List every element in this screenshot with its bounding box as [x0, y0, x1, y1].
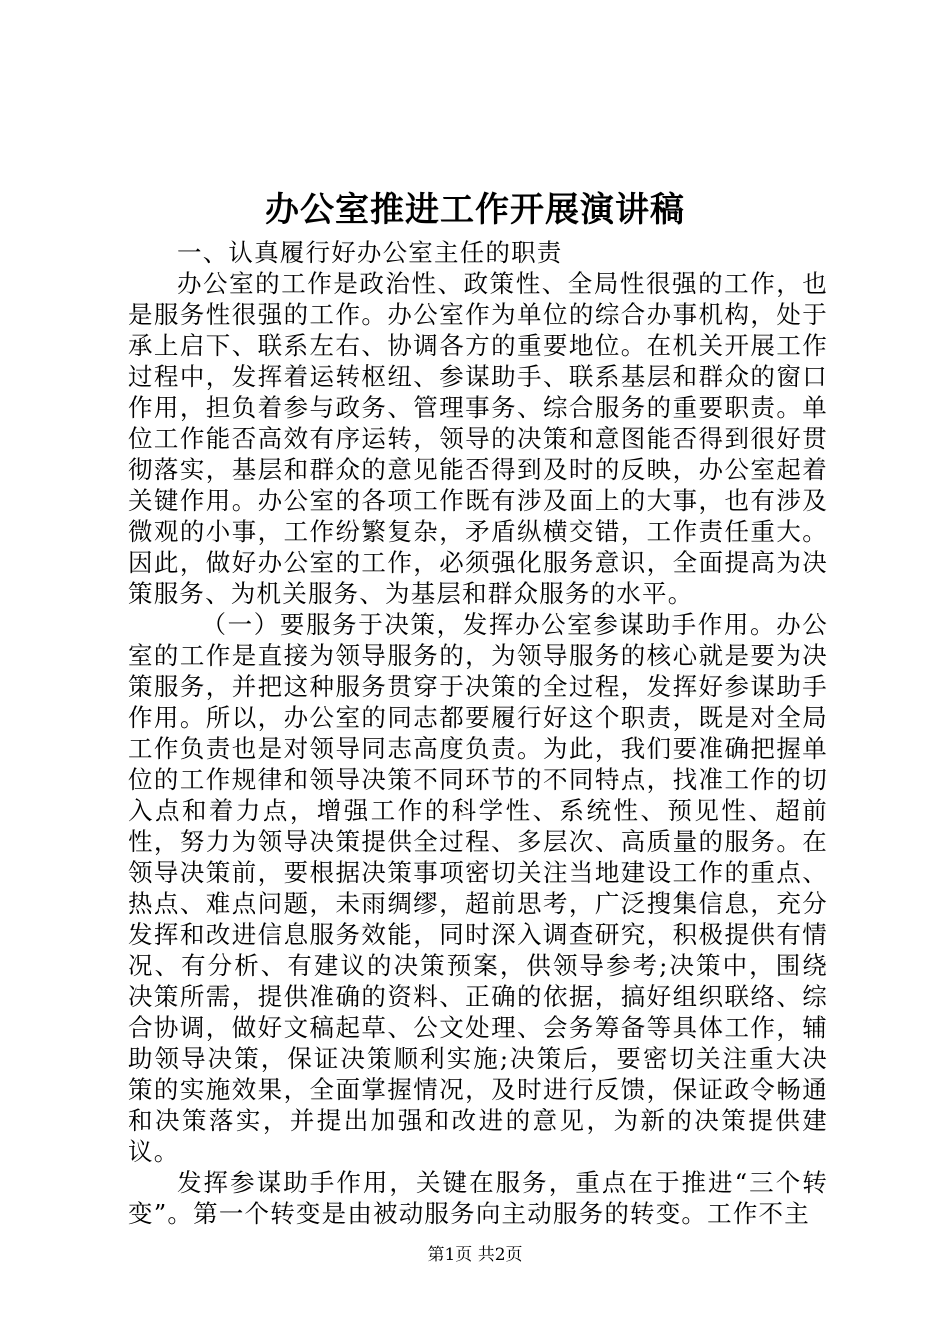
page-number-footer: 第1页 共2页 [427, 1245, 523, 1265]
section-heading: 一、认真履行好办公室主任的职责 [177, 238, 563, 267]
document-body [128, 237, 828, 1229]
subsection-paragraph: （一）要服务于决策，发挥办公室参谋助手作用。办公室的工作是直接为领导服务的，为领导服务的核心就是要为决策服务，并把这种服务贯穿于决策的全过程，发挥好参谋助手作用。所以，办公室的同志都要履行好这个职责，既是对全局工作负责也是对领导同志高度负责。为此，我们要准确把握单位的工作规律和领导决策不同环节的不同特点，找准工作的切入点和着力点，增强工作的科学性、系统性、预见性、超前性，努力为领导决策提供全过程、多层次、高质量的服务。在领导决策前，要根据决策事项密切关注当地建设工作的重点、热点、难点问题，未雨绸缪，超前思考，广泛搜集信息，充分发挥和改进信息服务效能，同时深入调查研究，积极提供有情况、有分析、有建议的决策预案，供领导参考;决策中，围绕决策所需，提供准确的资料、正确的依据，搞好组织联络、综合协调，做好文稿起草、公文处理、会务筹备等具体工作，辅助领导决策，保证决策顺利实施;决策后，要密切关注重大决策的实施效果，全面掌握情况，及时进行反馈，保证政令畅通和决策落实，并提出加强和改进的意见，为新的决策提供建议。 [128, 610, 828, 1166]
body-paragraph: 发挥参谋助手作用，关键在服务，重点在于推进“三个转变”。第一个转变是由被动服务向主动服务的转变。工作不主 [128, 1168, 828, 1228]
document-title: 办公室推进工作开展演讲稿 [265, 190, 685, 230]
body-paragraph: 办公室的工作是政治性、政策性、全局性很强的工作，也是服务性很强的工作。办公室作为单位的综合办事机构，处于承上启下、联系左右、协调各方的重要地位。在机关开展工作过程中，发挥着运转枢纽、参谋助手、联系基层和群众的窗口作用，担负着参与政务、管理事务、综合服务的重要职责。单位工作能否高效有序运转，领导的决策和意图能否得到很好贯彻落实，基层和群众的意见能否得到及时的反映，办公室起着关键作用。办公室的各项工作既有涉及面上的大事，也有涉及微观的小事，工作纷繁复杂，矛盾纵横交错，工作责任重大。因此，做好办公室的工作，必须强化服务意识，全面提高为决策服务、为机关服务、为基层和群众服务的水平。 [128, 269, 828, 608]
